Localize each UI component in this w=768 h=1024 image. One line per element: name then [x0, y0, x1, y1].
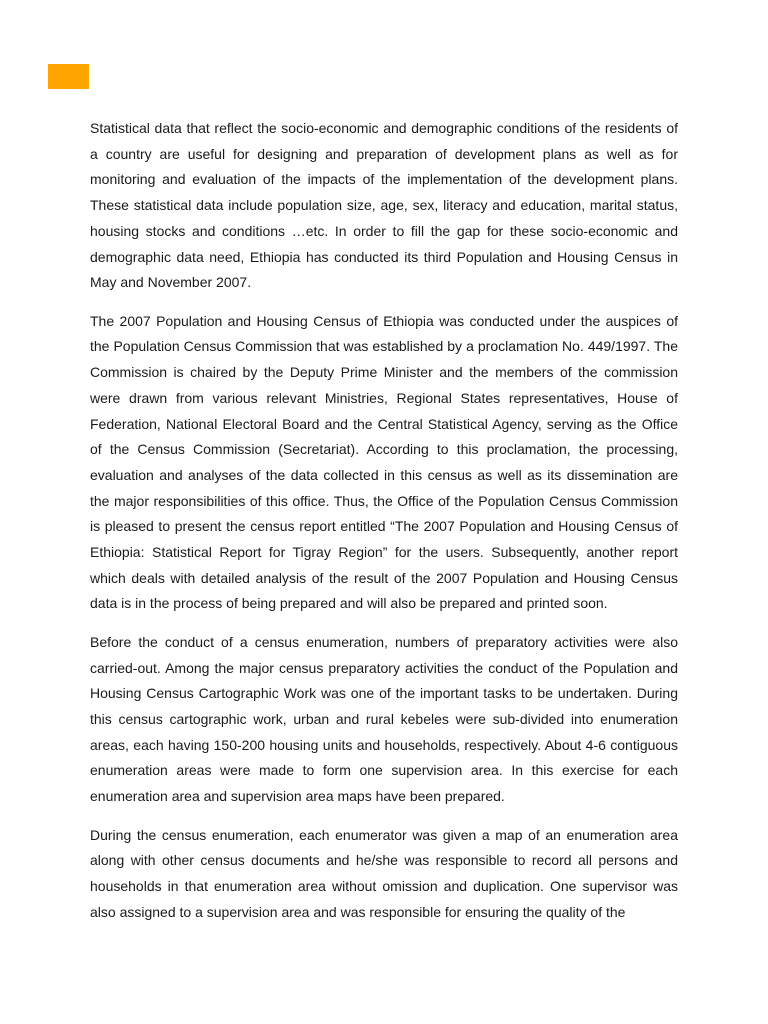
section-marker	[48, 64, 89, 89]
paragraph-census-enumeration: During the census enumeration, each enumerator was given a map of an enumeration area along with other census documents and he/she was responsible to record all persons and households in that enumeration area without omission and duplication. One supervisor was also assigned to a supervision area and was responsible for ensuring the quality of the	[90, 826, 678, 920]
paragraph-preparatory-activities: Before the conduct of a census enumeration, numbers of preparatory activities were also carried-out. Among the major census preparatory activities the conduct of the Population and Housing Census Cartographic Work was one of the important tasks to be undertaken. During this census cartographic work, urban and rural kebeles were sub-divided into enumeration areas, each having 150-200 housing units and households, respectively. About 4-6 contiguous enumeration areas were made to form one supervision area. In this exercise for each enumeration area and supervision area maps have been prepared.	[90, 633, 678, 805]
paragraph-statistical-data: Statistical data that reflect the socio-economic and demographic conditions of the residents of a country are useful for designing and preparation of development plans as well as for monitoring and evaluation of the impacts of the implementation of the development plans. These statistical data include population size, age, sex, literacy and education, marital status, housing stocks and conditions …etc. In order to fill the gap for these socio-economic and demographic data need, Ethiopia has conducted its third Population and Housing Census in May and November 2007.	[90, 120, 678, 291]
paragraph-census-commission: The 2007 Population and Housing Census of Ethiopia was conducted under the auspices of the Population Census Commission that was established by a proclamation No. 449/1997. The Commission is chaired by the Deputy Prime Minister and the members of the commission were drawn from various relevant Ministries, Regional States representatives, House of Federation, National Electoral Board and the Central Statistical Agency, serving as the Office of the Census Commission (Secretariat). According to this proclamation, the processing, evaluation and analyses of the data collected in this census as well as its dissemination are the major responsibilities of this office. Thus, the Office of the Population Census Commission is pleased to present the census report entitled “The 2007 Population and Housing Census of Ethiopia: Statistical Report for Tigray Region” for the users. Subsequently, another report which deals with detailed analysis of the result of the 2007 Population and Housing Census data is in the process of being prepared and will also be prepared and printed soon.	[90, 312, 678, 612]
body-text	[90, 116, 678, 938]
